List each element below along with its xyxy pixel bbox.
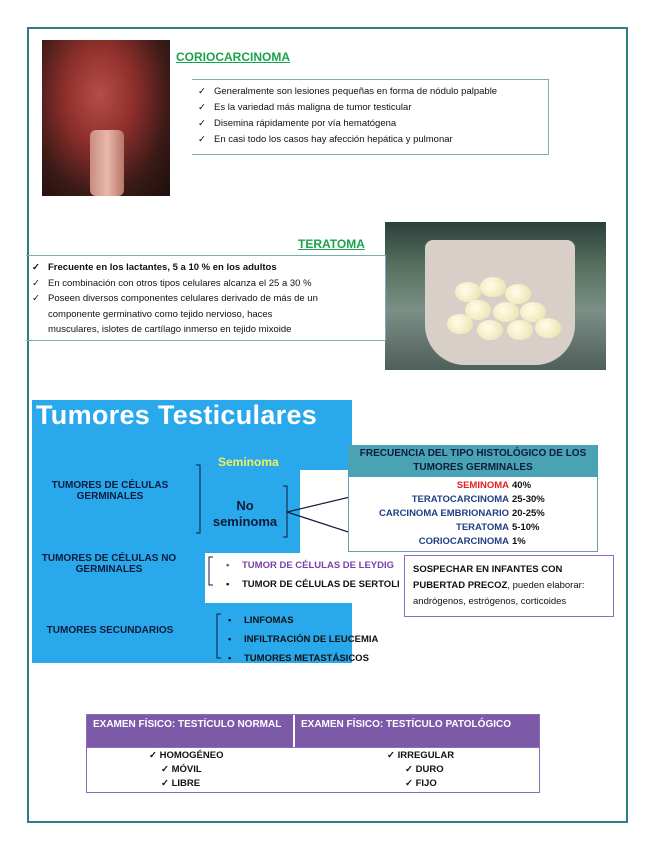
teratoma-bullet: ✓ En combinación con otros tipos celulares alcanza el 25 a 30 %: [32, 277, 312, 289]
tumores-title: Tumores Testiculares: [36, 400, 318, 430]
list-item: ✓ HOMOGÉNEO: [149, 750, 224, 761]
examen-patologico-list: [387, 749, 454, 791]
coriocarcinoma-bullet: ✓ En casi todo los casos hay afección hepática y pulmonar: [198, 134, 453, 145]
teratoma-title: TERATOMA: [298, 237, 365, 251]
list-item: ✓ FIJO: [405, 778, 437, 789]
sospechar-note: SOSPECHAR EN INFANTES CON PUBERTAD PRECOZ, pueden elaborar: andrógenos, estrógenos, corticoides: [404, 555, 614, 617]
no-germinales-label: TUMORES DE CÉLULAS NO GERMINALES: [41, 553, 177, 575]
teratoma-bullet: ✓ Poseen diversos componentes celulares derivado de más de un: [32, 293, 318, 304]
examen-fisico-table: [86, 714, 540, 793]
frecuencia-table: [348, 477, 598, 552]
examen-normal-header: EXAMEN FÍSICO: TESTÍCULO NORMAL: [87, 715, 293, 747]
coriocarcinoma-bullet: ✓ Disemina rápidamente por vía hematógena: [198, 118, 397, 129]
table-row: TERATOCARCINOMA 25-30%: [411, 494, 545, 505]
examen-patologico-header: EXAMEN FÍSICO: TESTÍCULO PATOLÓGICO: [295, 715, 539, 747]
list-item: • LINFOMAS: [228, 615, 294, 626]
examen-normal-list: [149, 749, 223, 791]
secundarios-label: TUMORES SECUNDARIOS: [46, 625, 174, 636]
list-item: ✓ LIBRE: [161, 778, 201, 789]
list-item: • TUMOR DE CÉLULAS DE SERTOLI: [226, 579, 400, 590]
no-seminoma-label: No seminoma: [212, 498, 278, 529]
no-germinales-list: [224, 556, 400, 594]
teratoma-bullet-continued: componente germinativo como tejido nervioso, haces: [48, 308, 273, 320]
list-item: • TUMOR DE CÉLULAS DE LEYDIG: [226, 560, 395, 571]
list-item: ✓ MÓVIL: [161, 764, 202, 775]
table-row: CARCINOMA EMBRIONARIO 20-25%: [378, 508, 545, 519]
list-item: • TUMORES METASTÁSICOS: [228, 653, 369, 664]
germinales-label: TUMORES DE CÉLULAS GERMINALES: [51, 480, 169, 502]
teratoma-bullet-continued: musculares, islotes de cartílago inmerso en tejido mixoide: [48, 324, 292, 335]
list-item: ✓ IRREGULAR: [387, 750, 455, 761]
table-row: SEMINOMA 40%: [456, 480, 532, 491]
coriocarcinoma-title: CORIOCARCINOMA: [176, 50, 290, 64]
list-item: ✓ DURO: [405, 764, 444, 775]
coriocarcinoma-bullet: ✓ Es la variedad más maligna de tumor testicular: [198, 102, 412, 113]
secundarios-list: [226, 611, 378, 668]
coriocarcinoma-bullet: ✓ Generalmente son lesiones pequeñas en forma de nódulo palpable: [198, 86, 498, 97]
seminoma-label: Seminoma: [218, 455, 279, 469]
list-item: • INFILTRACIÓN DE LEUCEMIA: [228, 634, 379, 645]
frecuencia-header: FRECUENCIA DEL TIPO HISTOLÓGICO DE LOS TUMORES GERMINALES: [348, 445, 598, 477]
teratoma-bullet: ✓ Frecuente en los lactantes, 5 a 10 % en los adultos: [32, 262, 277, 273]
table-row: TERATOMA 5-10%: [456, 522, 540, 533]
table-row: CORIOCARCINOMA 1%: [418, 536, 526, 547]
